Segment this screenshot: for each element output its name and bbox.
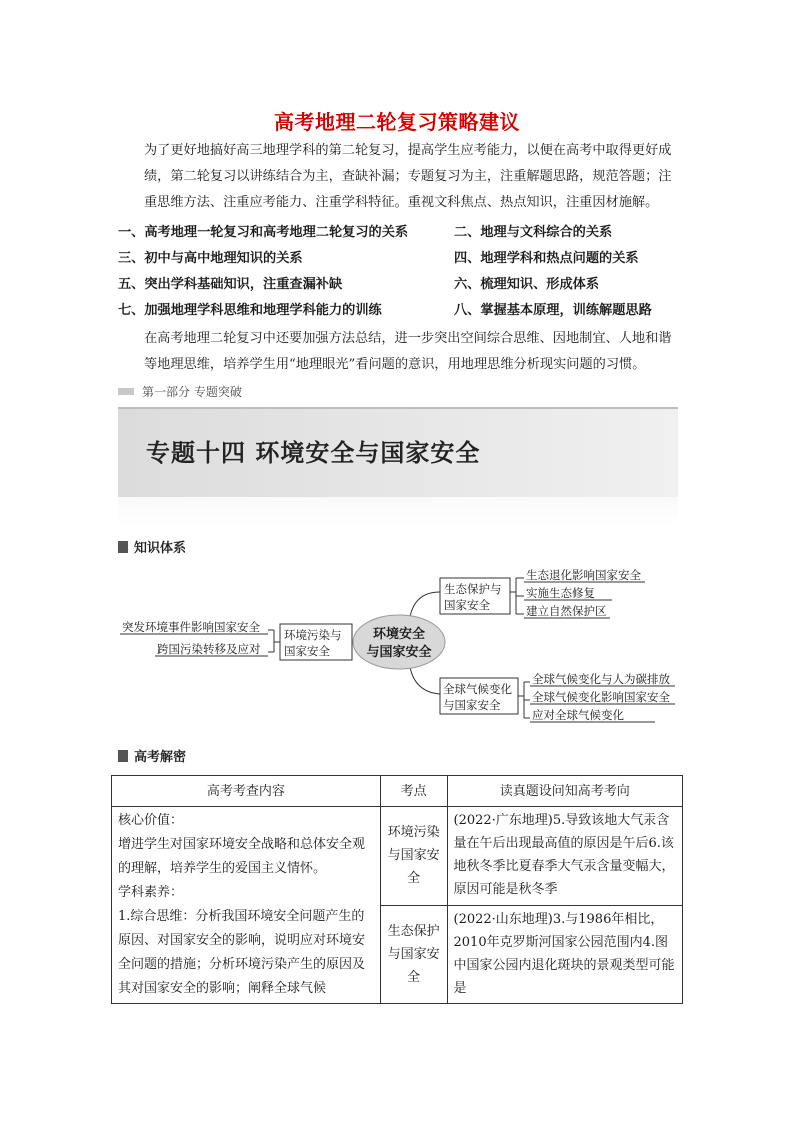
- part-label-text: 第一部分 专题突破: [142, 384, 242, 399]
- exam-point-cell: 生态保护与国家安全: [380, 905, 447, 1004]
- mindmap-leaf: 跨国污染转移及应对: [157, 642, 261, 656]
- exam-point-cell: 环境污染与国家安全: [380, 807, 447, 906]
- banner-title: 专题十四 环境安全与国家安全: [146, 439, 481, 467]
- mindmap-branch-climate-line2: 与国家安全: [443, 698, 501, 712]
- mindmap-center-line1: 环境安全: [372, 627, 426, 642]
- mindmap-branch-ecology-line2: 国家安全: [444, 598, 490, 612]
- mindmap-branch-pollution-line2: 国家安全: [284, 644, 330, 658]
- key-points-grid: [118, 220, 678, 324]
- mindmap-center-node: [353, 615, 445, 669]
- section-knowledge-heading: [118, 537, 186, 556]
- page-title: 高考地理二轮复习策略建议: [274, 110, 520, 134]
- mindmap-leaf: 实施生态修复: [526, 586, 595, 600]
- mindmap-leaf: 全球气候变化与人为碳排放: [532, 672, 670, 686]
- mindmap-connector: [268, 630, 280, 652]
- mindmap-connector: [410, 667, 440, 694]
- topic-banner: [118, 407, 678, 527]
- content-line: 增进学生对国家环境安全战略和总体安全观的理解，培养学生的爱国主义情怀。: [118, 837, 366, 876]
- closing-paragraph: 在高考地理二轮复习中还要加强方法总结，进一步突出空间综合思维、因地制宜、人地和谐等地理思维，培养学生用“地理眼光”看问题的意识，用地理思维分析现实问题的习惯。: [144, 331, 672, 372]
- content-line: 核心价值：: [118, 813, 184, 828]
- mindmap-leaf: 应对全球气候变化: [532, 708, 624, 722]
- mindmap-leaf: 突发环境事件影响国家安全: [122, 620, 260, 634]
- mindmap-connector: [510, 578, 524, 614]
- exam-question-cell: (2022·山东地理)3.与1986年相比，2010年克罗斯河国家公园范围内4.图中国家公园内退化斑块的景观类型可能是: [447, 905, 683, 1004]
- exam-analysis-table: [111, 775, 683, 1004]
- mindmap-branch-climate-line1: 全球气候变化: [443, 682, 512, 696]
- table-header-row: [112, 776, 683, 807]
- key-point: 三、初中与高中地理知识的关系: [118, 251, 303, 266]
- mindmap-branch-pollution-line1: 环境污染与: [284, 628, 342, 642]
- key-point: 七、加强地理学科思维和地理学科能力的训练: [118, 303, 382, 318]
- mindmap-connector: [518, 682, 530, 718]
- part-bar-decoration: [118, 388, 134, 395]
- table-header-cell: 高考考查内容: [112, 776, 381, 807]
- section-knowledge-text: 知识体系: [134, 541, 187, 556]
- table-header-cell: 考点: [380, 776, 447, 807]
- mindmap-branch-ecology-line1: 生态保护与: [444, 582, 502, 596]
- mindmap-leaf: 建立自然保护区: [526, 604, 607, 618]
- section-exam-text: 高考解密: [134, 750, 187, 765]
- mindmap-connector: [410, 592, 440, 617]
- intro-paragraph: 为了更好地搞好高三地理学科的第二轮复习，提高学生应考能力，以便在高考中取得更好成绩，第二轮复习以讲练结合为主，查缺补漏；专题复习为主，注重解题思路，规范答题；注重思维方法、注重应考能力、注重学科特征。重视文科焦点、热点知识，注重因材施解。: [144, 143, 672, 210]
- key-point: 二、地理与文科综合的关系: [454, 225, 613, 240]
- banner-background: [118, 407, 678, 497]
- part-label: [118, 383, 242, 399]
- mindmap-center-line2: 与国家安全: [366, 645, 432, 660]
- table-header-cell: 读真题设问知高考考向: [447, 776, 683, 807]
- key-point: 六、梳理知识、形成体系: [454, 277, 600, 292]
- section-marker-icon: [118, 541, 128, 553]
- mindmap-leaf: 全球气候变化影响国家安全: [532, 690, 670, 704]
- key-point: 八、掌握基本原理，训练解题思路: [454, 303, 652, 318]
- key-point: 一、高考地理一轮复习和高考地理二轮复习的关系: [118, 225, 409, 240]
- section-marker-icon: [118, 750, 128, 762]
- knowledge-mindmap: [110, 562, 690, 732]
- section-exam-heading: [118, 746, 186, 765]
- key-point: 五、突出学科基础知识，注重查漏补缺: [118, 277, 343, 292]
- exam-content-cell: [112, 807, 381, 1004]
- content-line: 学科素养：: [118, 885, 184, 900]
- key-point: 四、地理学科和热点问题的关系: [454, 251, 639, 266]
- mindmap-leaf: 生态退化影响国家安全: [526, 568, 641, 582]
- table-row: [112, 807, 683, 906]
- exam-question-cell: (2022·广东地理)5.导致该地大气汞含量在午后出现最高值的原因是午后6.该地秋冬季比夏春季大气汞含量变幅大，原因可能是秋冬季: [447, 807, 683, 906]
- content-line: 1.综合思维：分析我国环境安全问题产生的原因、对国家安全的影响，说明应对环境安全问题的措施；分析环境污染产生的原因及其对国家安全的影响；阐释全球气候: [118, 909, 366, 996]
